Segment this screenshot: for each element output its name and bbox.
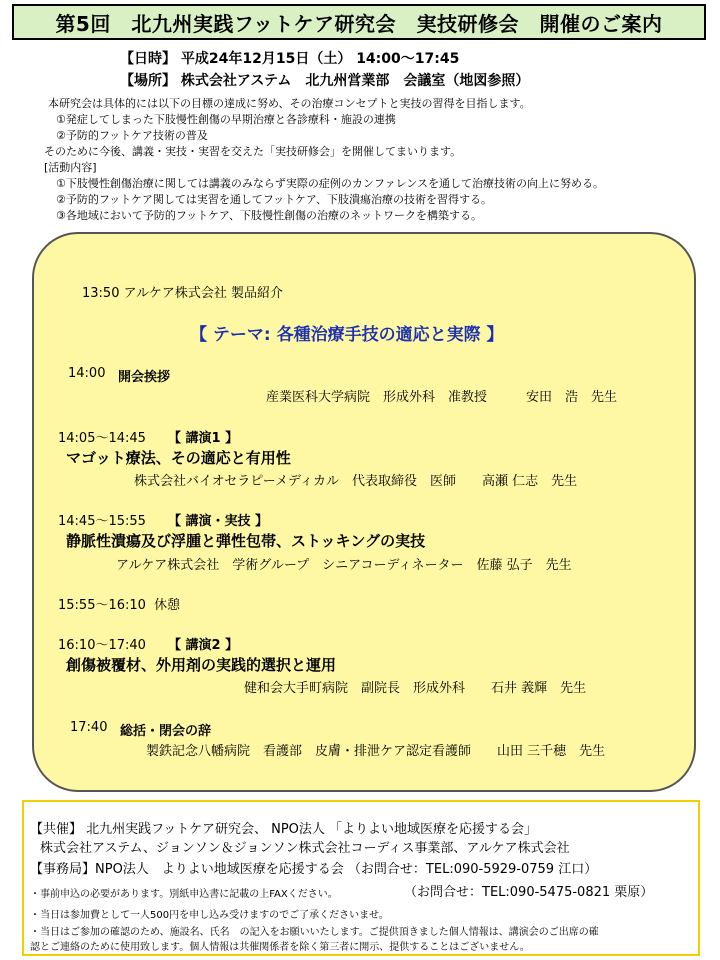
cosponsor-line: 【共催】 北九州実践フットケア研究会、 NPO法人 「よりよい地域医療を応援する会」 [30,822,538,837]
intro-line: ③各地域において予防的フットケア、下肢慢性創傷の治療のネットワークを構築する。 [56,209,482,222]
product-intro-session: 13:50 アルケア株式会社 製品紹介 [82,286,283,301]
lecture1-speaker: 株式会社バイオセラピーメディカル 代表取締役 医師 高瀬 仁志 先生 [134,474,578,489]
closing-speaker: 製鉄記念八幡病院 看護部 皮膚・排泄ケア認定看護師 山田 三千穂 先生 [146,744,606,759]
footer-note: ・事前申込の必要があります。別紙申込書に記載の上FAXください。 [30,889,338,900]
lecture1-title: マゴット療法、その適応と有用性 [66,449,291,467]
lecture1-label: 【 講演1 】 [168,431,239,446]
break-time: 15:55～16:10 [58,598,146,613]
lecture3-title: 創傷被覆材、外用剤の実践的選択と運用 [66,656,337,674]
intro-line: そのために今後、講義・実技・実習を交えた「実技研修会」を開催してまいります。 [44,145,462,158]
lecture3-speaker: 健和会大手町病院 副院長 形成外科 石井 義輝 先生 [244,681,587,696]
lecture3-label: 【 講演2 】 [168,638,239,653]
office-contact: 【事務局】NPO法人 よりよい地域医療を応援する会 （お問合せ：TEL:090-5929-0759 江口） [30,862,598,877]
footer-note: ・当日は参加費として一人500円を申し込み受けますのでご了承くださいませ。 [30,910,389,921]
intro-line: ①発症してしまった下肢慢性創傷の早期治療と各診療科・施設の連携 [56,113,396,126]
intro-line: ②予防的フットケア技術の普及 [56,129,208,142]
lecture1-time: 14:05～14:45 [58,431,146,446]
closing-label: 総括・閉会の辞 [120,724,212,739]
opening-time: 14:00 [68,366,106,381]
cosponsor-line: 株式会社アステム、ジョンソン＆ジョンソン株式会社コーディス事業部、アルケア株式会社 [40,841,570,856]
lecture2-title: 静脈性潰瘍及び浮腫と弾性包帯、ストッキングの実技 [66,532,426,550]
intro-line: ①下肢慢性創傷治療に関しては講義のみならず実際の症例のカンファレンスを通して治療技術の向上に努める。 [56,177,605,190]
footer-note: 認とご連絡のために使用致します。個人情報は共催関係者を除く第三者に開示、提供することはございません。 [30,942,530,953]
opening-speaker: 産業医科大学病院 形成外科 准教授 安田 浩 先生 [266,390,618,405]
closing-time: 17:40 [70,720,108,735]
lecture3-time: 16:10～17:40 [58,638,146,653]
intro-line: ②予防的フットケア関しては実習を通してフットケア、下肢潰瘍治療の技術を習得する。 [56,193,492,206]
event-place: 【場所】 株式会社アステム 北九州営業部 会議室（地図参照） [120,73,530,89]
event-date: 【日時】 平成24年12月15日（土） 14:00～17:45 [120,51,460,67]
intro-line: [活動内容] [44,161,97,174]
intro-line: 本研究会は具体的には以下の目標の達成に努め、その治療コンセプトと実技の習得を目指します。 [48,97,531,110]
page-title-box [12,4,706,40]
opening-label: 開会挨拶 [118,370,171,385]
footer-note: ・当日はご参加の確認のため、施設名、氏名 の記入をお願いいたします。ご提供頂きました個人情報は、講演会のご出席の確 [30,927,599,938]
lecture2-time: 14:45～15:55 [58,514,146,529]
page-title: 第5回 北九州実践フットケア研究会 実技研修会 開催のご案内 [55,11,663,36]
break-label: 休憩 [154,598,181,613]
lecture2-label: 【 講演・実技 】 [168,514,269,529]
program-theme: 【 テーマ: 各種治療手技の適応と実際 】 [190,325,504,345]
lecture2-speaker: アルケア株式会社 学術グループ シニアコーディネーター 佐藤 弘子 先生 [116,558,572,573]
second-contact: （お問合せ：TEL:090-5475-0821 栗原） [404,885,654,900]
